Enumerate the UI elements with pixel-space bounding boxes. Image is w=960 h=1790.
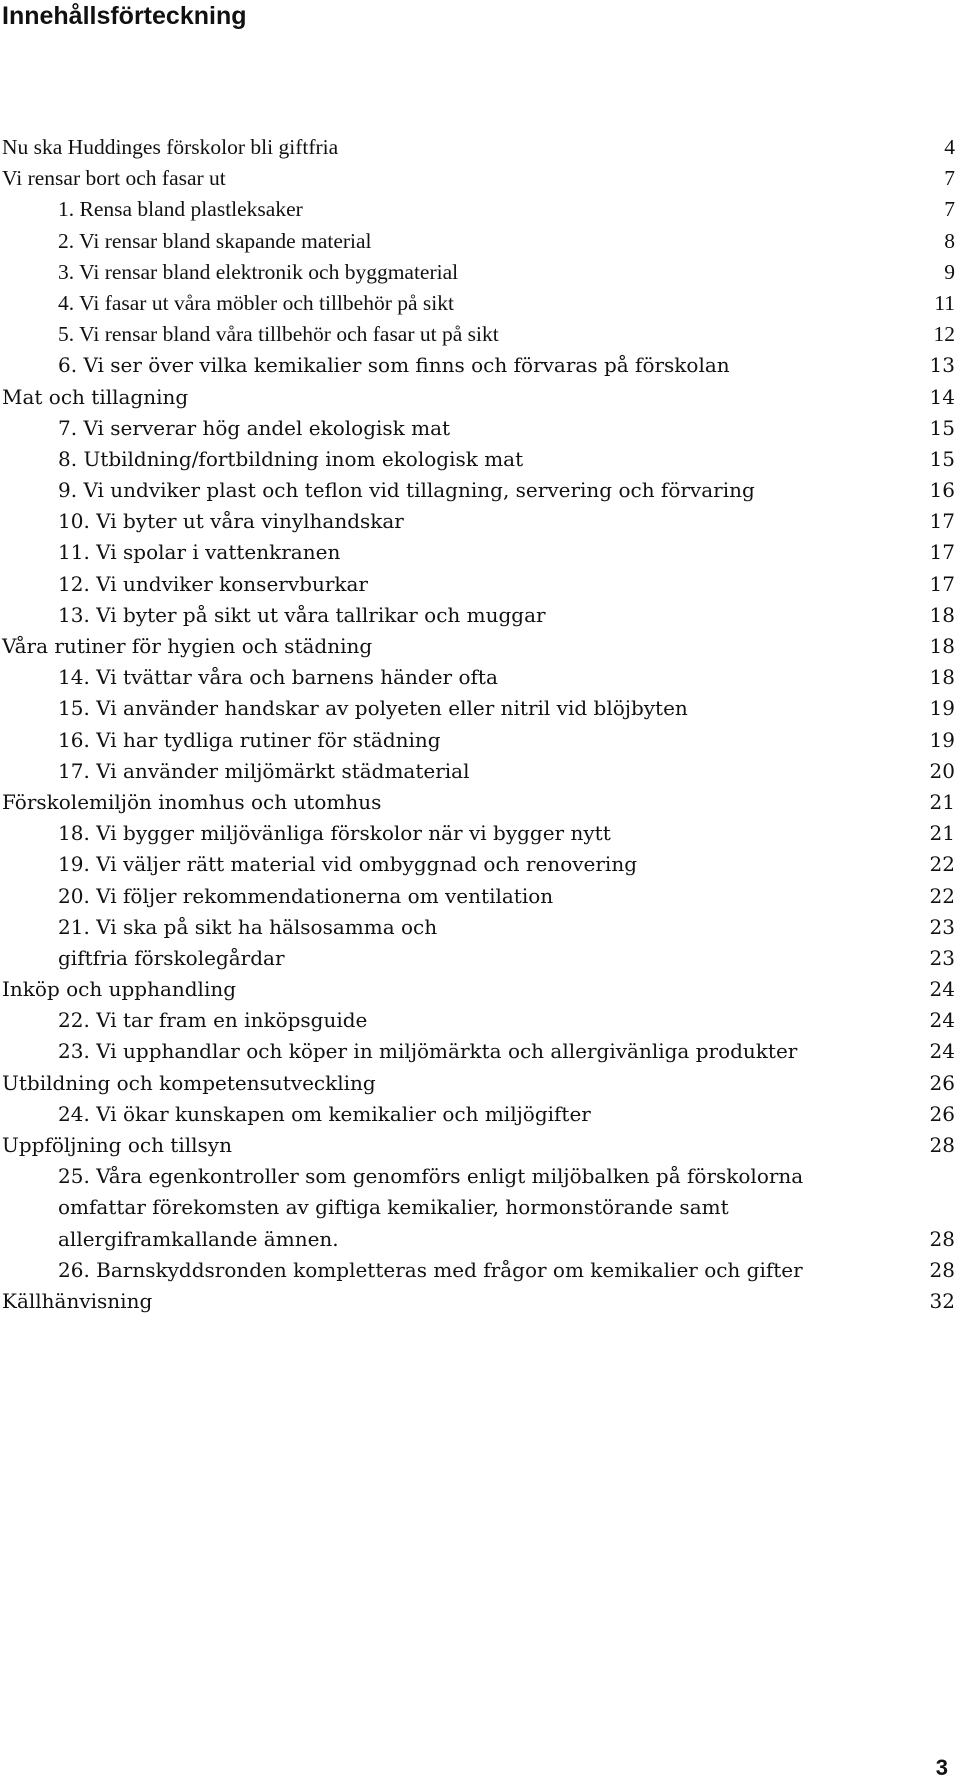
toc-entry-label: 25. Våra egenkontroller som genomförs enligt miljöbalken på förskolorna: [58, 1164, 804, 1189]
toc-entry[interactable]: [0, 881, 960, 912]
toc-entry-page: 26: [929, 1070, 955, 1095]
toc-entry-label: Utbildning och kompetensutveckling: [2, 1070, 376, 1095]
toc-entry-page: 11: [934, 290, 955, 315]
toc-entry[interactable]: [0, 444, 960, 475]
toc-entry-label: 21. Vi ska på sikt ha hälsosamma och: [58, 914, 438, 939]
toc-entry-page: 28: [929, 1226, 955, 1251]
toc-entry-label: 17. Vi använder miljömärkt städmaterial: [58, 758, 470, 783]
toc-entry[interactable]: [0, 319, 960, 350]
toc-entry-label: 12. Vi undviker konservburkar: [58, 571, 368, 596]
toc-entry-label: Våra rutiner för hygien och städning: [2, 634, 373, 658]
toc-entry-label: 5. Vi rensar bland våra tillbehör och fasar ut på sikt: [58, 322, 499, 347]
toc-entry-page: 17: [929, 571, 955, 596]
toc-entry-label: Mat och tillagning: [2, 384, 189, 409]
toc-entry[interactable]: [0, 413, 960, 444]
toc-entry-label: 6. Vi ser över vilka kemikalier som finns och förvaras på förskolan: [58, 353, 730, 378]
toc-entry[interactable]: [0, 693, 960, 724]
page-number: 3: [935, 1755, 948, 1780]
toc-entry[interactable]: [0, 1036, 960, 1067]
toc-entry-label: 2. Vi rensar bland skapande material: [58, 228, 372, 253]
toc-entry[interactable]: [0, 849, 960, 880]
toc-entry[interactable]: [0, 226, 960, 257]
toc-entry[interactable]: [0, 912, 960, 943]
toc-entry[interactable]: [0, 1005, 960, 1036]
toc-entry-page: 18: [929, 665, 955, 690]
toc-entry-page: 24: [929, 1008, 955, 1033]
toc-entry-label: 26. Barnskyddsronden kompletteras med frågor om kemikalier och gifter: [58, 1257, 803, 1282]
toc-entry-page: 15: [929, 446, 955, 471]
toc-entry[interactable]: [0, 288, 960, 319]
toc-entry[interactable]: [0, 1286, 960, 1317]
toc-entry-page: 14: [929, 384, 955, 409]
toc-entry-page: 26: [929, 1101, 955, 1126]
toc-entry-page: 21: [929, 789, 955, 814]
toc-entry-page: 22: [929, 852, 955, 877]
toc-entry[interactable]: [0, 1192, 960, 1223]
toc-entry[interactable]: [0, 1068, 960, 1099]
toc-entry-label: 1. Rensa bland plastleksaker: [58, 197, 303, 222]
toc-entry-label: Källhänvisning: [2, 1288, 153, 1313]
toc-entry-page: 16: [929, 478, 955, 503]
toc-entry-label: 8. Utbildning/fortbildning inom ekologisk mat: [58, 446, 524, 471]
toc-entry[interactable]: [0, 506, 960, 537]
toc-entry-label: 14. Vi tvättar våra och barnens händer ofta: [58, 665, 498, 690]
toc-entry-label: 16. Vi har tydliga rutiner för städning: [58, 727, 441, 752]
toc-entry[interactable]: [0, 631, 960, 662]
toc-entry[interactable]: [0, 475, 960, 506]
toc-entry-label: 11. Vi spolar i vattenkranen: [58, 540, 341, 565]
toc-entry-label: 24. Vi ökar kunskapen om kemikalier och miljögifter: [58, 1101, 591, 1126]
toc-entry-page: 20: [929, 758, 955, 783]
toc-entry-label: Vi rensar bort och fasar ut: [2, 166, 226, 191]
toc-entry[interactable]: [0, 350, 960, 381]
toc-entry-label: omfattar förekomsten av giftiga kemikalier, hormonstörande samt: [58, 1195, 729, 1220]
toc-entry-page: 7: [944, 197, 955, 222]
toc-entry-label: 7. Vi serverar hög andel ekologisk mat: [58, 415, 451, 440]
toc-entry-page: 22: [929, 883, 955, 908]
toc-entry-page: 24: [929, 1039, 955, 1064]
toc-entry-label: 10. Vi byter ut våra vinylhandskar: [58, 509, 404, 534]
toc-entry[interactable]: [0, 943, 960, 974]
toc-entry[interactable]: [0, 756, 960, 787]
toc-entry-page: 9: [944, 259, 955, 284]
toc-entry-label: 20. Vi följer rekommendationerna om ventilation: [58, 883, 554, 908]
toc-entry-label: Nu ska Huddinges förskolor bli giftfria: [2, 135, 339, 159]
toc-entry-label: 9. Vi undviker plast och teflon vid tillagning, servering och förvaring: [58, 478, 755, 503]
toc-entry[interactable]: [0, 569, 960, 600]
toc-entry-page: 19: [929, 727, 955, 752]
toc-entry-page: 24: [929, 977, 955, 1002]
toc-entry-page: 19: [929, 696, 955, 721]
toc-entry[interactable]: [0, 1130, 960, 1161]
toc-entry[interactable]: [0, 132, 960, 163]
toc-entry-label: Förskolemiljön inomhus och utomhus: [2, 789, 382, 814]
toc-entry-label: 23. Vi upphandlar och köper in miljömärkta och allergivänliga produkter: [58, 1039, 798, 1064]
toc-entry-page: 7: [944, 166, 955, 191]
toc-entry-label: 13. Vi byter på sikt ut våra tallrikar och muggar: [58, 602, 546, 627]
toc-entry-label: 4. Vi fasar ut våra möbler och tillbehör på sikt: [58, 290, 454, 315]
toc-entry[interactable]: [0, 163, 960, 194]
toc-entry-page: 28: [929, 1133, 955, 1157]
toc-entry-page: 18: [929, 634, 955, 658]
toc-entry[interactable]: [0, 1161, 960, 1192]
toc-entry-label: 22. Vi tar fram en inköpsguide: [58, 1008, 368, 1033]
toc-entry[interactable]: [0, 787, 960, 818]
toc-entry[interactable]: [0, 600, 960, 631]
toc-entry[interactable]: [0, 194, 960, 225]
toc-entry-page: 28: [929, 1257, 955, 1282]
toc-entry[interactable]: [0, 1255, 960, 1286]
toc-entry[interactable]: [0, 537, 960, 568]
toc-entry-page: 18: [929, 602, 955, 627]
toc-entry-page: 13: [929, 353, 955, 378]
toc-entry-label: 18. Vi bygger miljövänliga förskolor när vi bygger nytt: [58, 821, 611, 846]
toc-entry-page: 23: [929, 945, 955, 970]
toc-entry[interactable]: [0, 974, 960, 1005]
toc-entry[interactable]: [0, 818, 960, 849]
toc-entry-page: 23: [929, 914, 955, 939]
toc-entry-label: allergiframkallande ämnen.: [58, 1226, 339, 1251]
toc-entry-page: 15: [929, 415, 955, 440]
toc-entry-label: Uppföljning och tillsyn: [2, 1133, 232, 1157]
page-title: Innehållsförteckning: [2, 2, 247, 30]
toc-entry-page: 8: [944, 228, 955, 253]
toc-entry-page: 17: [929, 540, 955, 565]
toc-entry-page: 21: [929, 821, 955, 846]
toc-entry-label: Inköp och upphandling: [2, 977, 237, 1002]
toc-entry-label: giftfria förskolegårdar: [58, 945, 285, 970]
toc-entry-label: 19. Vi väljer rätt material vid ombyggnad och renovering: [58, 852, 638, 877]
table-of-contents: [0, 132, 960, 1317]
toc-entry[interactable]: [0, 257, 960, 288]
toc-entry-page: 12: [933, 322, 955, 347]
toc-entry[interactable]: [0, 382, 960, 413]
toc-entry-page: 17: [929, 509, 955, 534]
toc-entry[interactable]: [0, 1224, 960, 1255]
toc-entry[interactable]: [0, 662, 960, 693]
toc-entry[interactable]: [0, 725, 960, 756]
toc-entry[interactable]: [0, 1099, 960, 1130]
toc-entry-page: 32: [929, 1288, 955, 1313]
toc-entry-page: 4: [944, 135, 955, 159]
toc-entry-label: 15. Vi använder handskar av polyeten eller nitril vid blöjbyten: [58, 696, 688, 721]
toc-entry-label: 3. Vi rensar bland elektronik och byggmaterial: [58, 259, 459, 284]
